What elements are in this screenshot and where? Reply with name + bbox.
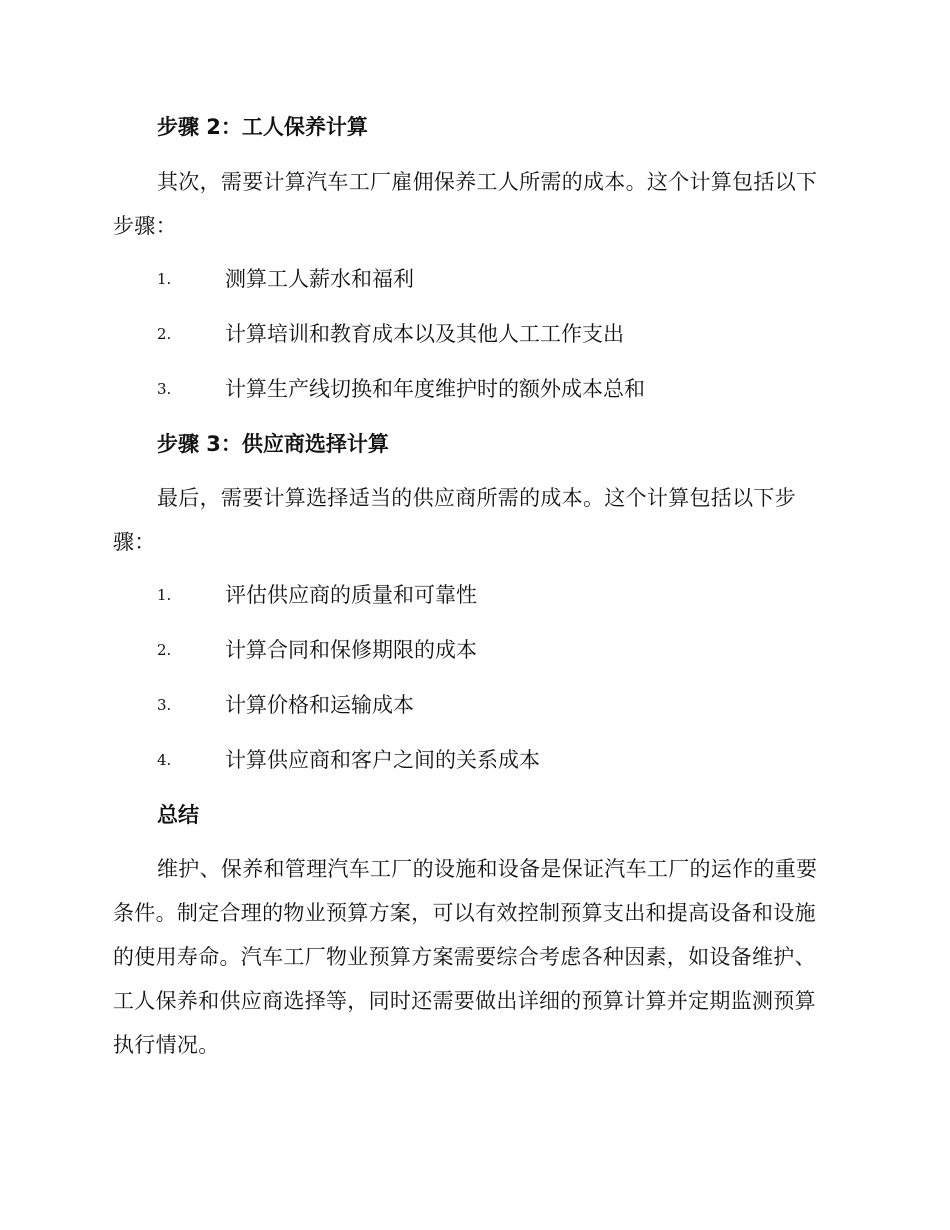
list-number: 1.: [157, 270, 172, 288]
list-text: 计算生产线切换和年度维护时的额外成本总和: [225, 377, 645, 401]
step2-intro: 其次，需要计算汽车工厂雇佣保养工人所需的成本。这个计算包括以下步骤：: [113, 170, 818, 238]
summary-body: 维护、保养和管理汽车工厂的设施和设备是保证汽车工厂的运作的重要条件。制定合理的物业预算方案，可以有效控制预算支出和提高设备和设施的使用寿命。汽车工厂物业预算方案需要综合考虑各种因素，如设备维护、工人保养和供应商选择等，同时还需要做出详细的预算计算并定期监测预算执行情况。: [113, 857, 818, 1057]
list-text: 计算合同和保修期限的成本: [225, 638, 477, 662]
step3-heading: 步骤 3：供应商选择计算: [157, 432, 389, 456]
list-text: 评估供应商的质量和可靠性: [225, 583, 477, 607]
list-text: 计算价格和运输成本: [225, 693, 414, 717]
step2-heading: 步骤 2：工人保养计算: [157, 115, 368, 139]
list-text: 计算培训和教育成本以及其他人工工作支出: [225, 322, 624, 346]
list-text: 计算供应商和客户之间的关系成本: [225, 748, 540, 772]
list-number: 3.: [157, 696, 172, 714]
list-number: 2.: [157, 641, 172, 659]
list-number: 2.: [157, 325, 172, 343]
step3-intro: 最后，需要计算选择适当的供应商所需的成本。这个计算包括以下步骤：: [113, 486, 796, 554]
list-number: 4.: [157, 751, 172, 769]
list-number: 3.: [157, 380, 172, 398]
list-number: 1.: [157, 586, 172, 604]
summary-heading: 总结: [157, 803, 199, 827]
list-text: 测算工人薪水和福利: [225, 267, 414, 291]
